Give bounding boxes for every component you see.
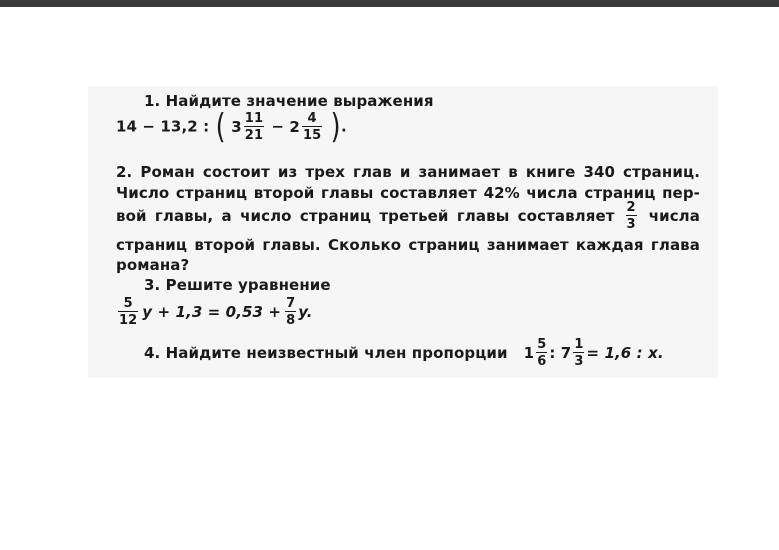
denominator: 3 (626, 217, 636, 232)
fraction-1-3 (573, 338, 584, 368)
fraction-5-12 (118, 297, 138, 327)
numerator: 11 (244, 110, 264, 126)
right-paren: ) (330, 107, 341, 147)
denominator: 3 (574, 354, 584, 369)
numerator: 4 (302, 112, 322, 127)
task4-line (144, 338, 664, 368)
task2-line4: страниц второй главы. Сколько страниц занимает каждая глава (116, 236, 700, 254)
denominator: 15 (302, 127, 322, 143)
mixed2-whole: 2 (289, 117, 300, 136)
task2-line1: 2. Роман состоит из трех глав и занимает в книге 340 страниц. (116, 163, 700, 181)
task1-expression (116, 107, 347, 147)
task1-title: 1. Найдите значение выражения (144, 92, 434, 110)
numerator: 5 (537, 337, 547, 352)
denominator: 8 (286, 313, 296, 328)
left-paren: ( (215, 107, 226, 147)
minus-sign: − (271, 117, 285, 136)
task2-line2: Число страниц второй главы составляет 42% числа страниц пер- (116, 184, 700, 202)
task2-line3-start: вой главы, а число страниц третьей главы составляет (116, 207, 615, 225)
fraction-5-6 (536, 338, 547, 368)
mixed1-whole: 3 (231, 117, 242, 136)
task2-line3 (116, 201, 700, 231)
task4-colon-seven: : 7 (549, 344, 572, 362)
mixed-number-2 (289, 112, 324, 142)
task4-text: 4. Найдите неизвестный член пропорции (144, 344, 508, 362)
mixed-a-whole: 1 (523, 344, 535, 362)
task2-line5: романа? (116, 256, 190, 274)
numerator: 1 (574, 337, 584, 352)
task1-expr-start: 14 − 13,2 : (116, 117, 210, 136)
denominator: 6 (537, 354, 547, 369)
task4-rest: = 1,6 : x. (586, 344, 664, 362)
task3-equation-end: y. (298, 303, 313, 321)
task3-title: 3. Решите уравнение (144, 276, 331, 294)
task1-end: . (340, 117, 347, 136)
mixed-number-a (524, 338, 550, 368)
denominator: 12 (119, 313, 138, 328)
task3-equation (116, 297, 313, 327)
numerator: 2 (626, 200, 636, 215)
mixed-number-1 (231, 112, 266, 142)
numerator: 7 (286, 296, 296, 311)
fraction-7-8 (285, 297, 296, 327)
numerator: 5 (118, 297, 138, 312)
fraction-11-21 (244, 112, 264, 142)
task2-line3-end: числа (648, 207, 700, 225)
window-top-bar (0, 0, 779, 7)
fraction-4-15 (302, 112, 322, 142)
denominator: 21 (244, 127, 264, 143)
fraction-2-3 (626, 201, 637, 231)
task3-equation-middle: y + 1,3 = 0,53 + (142, 303, 282, 321)
